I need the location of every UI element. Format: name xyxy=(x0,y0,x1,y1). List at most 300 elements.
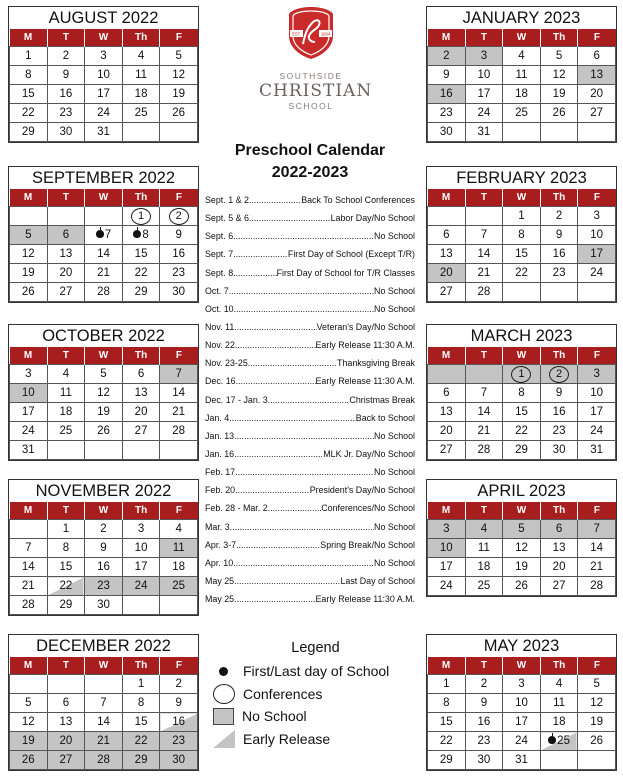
day-cell xyxy=(540,694,578,713)
day-number: 12 xyxy=(21,716,35,728)
month-grid xyxy=(427,189,616,302)
day-number: 23 xyxy=(59,107,73,119)
day-number: 15 xyxy=(515,406,528,418)
day-number: 30 xyxy=(172,754,186,766)
day-number: 23 xyxy=(97,580,110,592)
conference-circle: 1 xyxy=(511,366,531,383)
day-number: 19 xyxy=(21,735,35,747)
day-cell xyxy=(47,85,85,104)
day-cell xyxy=(540,422,578,441)
day-number: 16 xyxy=(59,88,73,100)
event-row xyxy=(205,520,415,538)
event-row xyxy=(205,501,415,519)
day-cell xyxy=(428,675,466,694)
day-cell xyxy=(122,245,160,264)
month-title: JANUARY 2023 xyxy=(462,9,581,27)
legend-label: First/Last day of School xyxy=(243,663,390,680)
day-number: 25 xyxy=(172,580,186,592)
event-name: No School xyxy=(374,303,415,314)
day-number: 1 xyxy=(518,210,525,222)
day-cell xyxy=(503,47,541,66)
day-number: 19 xyxy=(515,561,528,573)
calendar-oct xyxy=(8,324,199,461)
month-grid xyxy=(9,189,198,302)
day-number: 10 xyxy=(515,697,528,709)
day-cell xyxy=(428,207,466,226)
day-number: 14 xyxy=(97,716,110,728)
day-cell xyxy=(47,422,85,441)
day-number: 31 xyxy=(590,444,604,456)
month-title: OCTOBER 2022 xyxy=(42,327,165,345)
day-cell xyxy=(47,207,85,226)
day-number: 4 xyxy=(555,678,563,690)
day-cell xyxy=(428,104,466,123)
day-number: 27 xyxy=(59,286,73,298)
day-cell xyxy=(160,422,198,441)
day-cell xyxy=(428,283,466,302)
event-name: Veteran's Day/No School xyxy=(316,321,415,332)
day-cell xyxy=(540,365,578,384)
day-number: 26 xyxy=(21,754,35,766)
day-cell xyxy=(160,558,198,577)
day-cell xyxy=(465,123,503,142)
day-number: 16 xyxy=(552,406,566,418)
legend xyxy=(213,640,418,750)
month-title: SEPTEMBER 2022 xyxy=(31,169,176,187)
day-number: 8 xyxy=(518,387,525,399)
calendar-apr xyxy=(426,479,617,597)
day-cell xyxy=(428,226,466,245)
day-cell xyxy=(540,751,578,770)
day-cell xyxy=(465,85,503,104)
day-number: 30 xyxy=(97,599,110,611)
weekday-header: W xyxy=(85,189,123,207)
day-number: 26 xyxy=(552,107,566,119)
weekday-header: Th xyxy=(122,502,160,520)
weekday-header: T xyxy=(47,29,85,47)
weekday-header: Th xyxy=(540,347,578,365)
day-cell xyxy=(47,558,85,577)
day-number: 21 xyxy=(172,406,186,418)
day-number: 2 xyxy=(100,523,107,535)
month-grid xyxy=(427,29,616,142)
day-number: 6 xyxy=(555,523,563,535)
day-number: 27 xyxy=(59,754,73,766)
weekday-header: T xyxy=(47,657,85,675)
leader-dots xyxy=(229,284,374,302)
month-title: FEBRUARY 2023 xyxy=(456,169,587,187)
day-number: 11 xyxy=(515,69,528,81)
day-cell xyxy=(160,596,198,615)
day-cell xyxy=(540,577,578,596)
day-number: 20 xyxy=(134,406,148,418)
weekday-header: Th xyxy=(540,657,578,675)
day-cell xyxy=(85,558,123,577)
weekday-header: F xyxy=(160,502,198,520)
day-number: 3 xyxy=(480,50,488,62)
day-cell xyxy=(122,539,160,558)
weekday-header: F xyxy=(160,189,198,207)
day-number: 8 xyxy=(62,542,70,554)
day-cell xyxy=(85,85,123,104)
day-number: 20 xyxy=(59,267,73,279)
svg-text:EST.: EST. xyxy=(292,31,301,37)
day-number: 17 xyxy=(590,248,604,260)
day-number: 23 xyxy=(477,735,491,747)
day-cell xyxy=(122,384,160,403)
day-number: 22 xyxy=(515,267,528,279)
day-cell xyxy=(85,577,123,596)
day-cell xyxy=(465,675,503,694)
day-cell xyxy=(578,384,616,403)
day-number: 16 xyxy=(97,561,110,573)
title-line-2: 2022-2023 xyxy=(271,164,349,181)
day-cell xyxy=(578,245,616,264)
day-cell xyxy=(10,441,48,460)
weekday-header: W xyxy=(85,657,123,675)
event-row xyxy=(205,538,415,556)
day-cell xyxy=(47,104,85,123)
day-number: 6 xyxy=(443,229,450,241)
day-cell xyxy=(122,422,160,441)
day-cell xyxy=(122,264,160,283)
day-cell xyxy=(122,104,160,123)
day-number: 17 xyxy=(477,88,491,100)
day-cell xyxy=(540,47,578,66)
day-cell xyxy=(503,675,541,694)
day-cell xyxy=(428,384,466,403)
day-cell xyxy=(47,123,85,142)
day-number: 13 xyxy=(134,387,148,399)
leader-dots xyxy=(248,356,337,374)
day-number: 7 xyxy=(104,229,112,241)
day-cell xyxy=(503,66,541,85)
day-cell xyxy=(10,577,48,596)
event-row xyxy=(205,356,415,374)
day-number: 20 xyxy=(439,267,453,279)
day-cell xyxy=(428,66,466,85)
weekday-header: T xyxy=(465,189,503,207)
event-date: Apr. 3-7 xyxy=(205,539,237,550)
day-number: 5 xyxy=(593,678,600,690)
leader-dots xyxy=(234,574,340,592)
day-number: 12 xyxy=(172,69,186,81)
day-cell xyxy=(578,675,616,694)
day-number: 28 xyxy=(172,425,186,437)
day-cell xyxy=(578,751,616,770)
day-number: 26 xyxy=(21,286,35,298)
apple-icon xyxy=(133,230,141,238)
legend-item-no-school xyxy=(213,705,418,728)
conference-circle: 1 xyxy=(131,208,151,225)
month-grid xyxy=(427,657,616,770)
day-cell xyxy=(540,264,578,283)
event-row xyxy=(205,429,415,447)
event-date: May 25 xyxy=(205,594,235,605)
day-cell xyxy=(578,558,616,577)
leader-dots xyxy=(268,501,322,519)
day-cell xyxy=(503,85,541,104)
day-number: 7 xyxy=(480,387,488,399)
day-cell xyxy=(465,104,503,123)
day-cell xyxy=(160,85,198,104)
day-cell xyxy=(160,384,198,403)
day-number: 27 xyxy=(134,425,148,437)
day-cell xyxy=(428,558,466,577)
day-cell xyxy=(465,520,503,539)
day-number: 9 xyxy=(480,697,488,709)
day-number: 13 xyxy=(439,248,453,260)
day-cell xyxy=(503,520,541,539)
event-row xyxy=(205,266,415,284)
day-cell xyxy=(160,104,198,123)
day-number: 24 xyxy=(477,107,491,119)
day-number: 17 xyxy=(134,561,148,573)
day-number: 21 xyxy=(97,267,110,279)
day-cell xyxy=(85,732,123,751)
day-cell xyxy=(47,675,85,694)
day-cell xyxy=(47,384,85,403)
day-number: 6 xyxy=(443,387,450,399)
day-cell xyxy=(465,422,503,441)
day-cell xyxy=(122,675,160,694)
calendar-mar xyxy=(426,324,617,461)
event-name: Conferences/No School xyxy=(321,503,415,514)
day-number: 26 xyxy=(590,735,604,747)
event-name: Early Release 11:30 A.M. xyxy=(315,340,415,351)
day-cell xyxy=(85,539,123,558)
event-date: May 25 xyxy=(205,575,235,586)
shield-crest-icon xyxy=(287,6,335,60)
event-row xyxy=(205,411,415,429)
day-number: 1 xyxy=(137,678,145,690)
calendar-jan xyxy=(426,6,617,143)
day-cell xyxy=(160,123,198,142)
day-cell xyxy=(160,732,198,751)
day-cell xyxy=(428,422,466,441)
day-cell xyxy=(428,539,466,558)
day-cell xyxy=(578,732,616,751)
day-number: 9 xyxy=(100,542,107,554)
event-name: Early Release 11:30 A.M. xyxy=(315,376,415,387)
leader-dots xyxy=(235,338,316,356)
event-row xyxy=(205,447,415,465)
weekday-header: F xyxy=(578,189,616,207)
day-number: 26 xyxy=(515,580,528,592)
event-name: Thanksgiving Break xyxy=(337,358,415,369)
day-cell xyxy=(122,694,160,713)
day-number: 23 xyxy=(552,267,566,279)
day-cell xyxy=(578,441,616,460)
event-row xyxy=(205,556,415,574)
day-number: 6 xyxy=(62,229,70,241)
day-cell xyxy=(47,283,85,302)
day-number: 25 xyxy=(59,425,73,437)
weekday-header: T xyxy=(47,502,85,520)
event-name: No School xyxy=(374,521,415,532)
day-cell xyxy=(503,104,541,123)
day-cell xyxy=(540,675,578,694)
day-cell xyxy=(465,694,503,713)
day-cell xyxy=(160,245,198,264)
day-number: 19 xyxy=(552,88,566,100)
day-number: 12 xyxy=(552,69,566,81)
day-number: 12 xyxy=(515,542,528,554)
day-cell xyxy=(47,694,85,713)
day-number: 30 xyxy=(552,444,566,456)
day-cell xyxy=(122,226,160,245)
event-name: No School xyxy=(374,557,415,568)
day-number: 17 xyxy=(590,406,604,418)
day-number: 16 xyxy=(172,248,186,260)
day-cell xyxy=(85,104,123,123)
day-cell xyxy=(10,226,48,245)
day-number: 2 xyxy=(555,210,563,222)
day-number: 21 xyxy=(477,425,491,437)
day-cell xyxy=(503,422,541,441)
month-grid xyxy=(9,29,198,142)
day-number: 18 xyxy=(552,716,566,728)
event-date: Nov. 23-25 xyxy=(205,358,248,369)
day-cell xyxy=(10,264,48,283)
weekday-header: M xyxy=(428,189,466,207)
weekday-header: W xyxy=(85,29,123,47)
day-number: 23 xyxy=(439,107,453,119)
leader-dots xyxy=(235,465,374,483)
weekday-header: T xyxy=(465,29,503,47)
event-row xyxy=(205,393,415,411)
day-number: 5 xyxy=(100,368,107,380)
logo-line-3: SCHOOL xyxy=(288,101,334,111)
day-cell xyxy=(85,207,123,226)
calendar-may xyxy=(426,634,617,771)
calendar-sep xyxy=(8,166,199,303)
day-cell xyxy=(10,694,48,713)
event-row xyxy=(205,465,415,483)
weekday-header: M xyxy=(428,29,466,47)
day-number: 14 xyxy=(477,406,491,418)
day-cell xyxy=(465,558,503,577)
apple-icon xyxy=(548,736,556,744)
day-cell xyxy=(10,422,48,441)
leader-dots xyxy=(249,211,331,229)
day-number: 24 xyxy=(515,735,528,747)
day-cell xyxy=(122,558,160,577)
day-cell xyxy=(503,441,541,460)
day-number: 25 xyxy=(557,735,570,747)
day-number: 30 xyxy=(439,126,453,138)
day-number: 12 xyxy=(590,697,604,709)
event-name: Early Release 11:30 A.M. xyxy=(315,594,415,605)
event-name: President's Day/No School xyxy=(309,485,415,496)
day-number: 21 xyxy=(97,735,110,747)
day-number: 31 xyxy=(97,126,110,138)
day-number: 15 xyxy=(134,716,148,728)
day-cell xyxy=(540,713,578,732)
event-date: Oct. 10 xyxy=(205,303,234,314)
leader-dots xyxy=(234,447,323,465)
day-number: 19 xyxy=(172,88,186,100)
weekday-header: M xyxy=(10,189,48,207)
day-cell xyxy=(540,66,578,85)
day-cell xyxy=(578,207,616,226)
day-cell xyxy=(578,694,616,713)
weekday-header: W xyxy=(503,502,541,520)
day-cell xyxy=(465,226,503,245)
event-row xyxy=(205,229,415,247)
month-grid xyxy=(9,347,198,460)
day-cell xyxy=(85,422,123,441)
day-number: 8 xyxy=(443,697,450,709)
day-number: 5 xyxy=(25,697,32,709)
weekday-header: M xyxy=(428,502,466,520)
day-number: 8 xyxy=(518,229,525,241)
weekday-header: Th xyxy=(122,189,160,207)
day-cell xyxy=(160,47,198,66)
conference-circle: 2 xyxy=(549,366,569,383)
day-cell xyxy=(578,104,616,123)
day-number: 11 xyxy=(172,542,185,554)
day-number: 23 xyxy=(552,425,566,437)
day-number: 22 xyxy=(439,735,453,747)
day-number: 8 xyxy=(142,229,149,241)
event-row xyxy=(205,320,415,338)
day-cell xyxy=(47,751,85,770)
day-cell xyxy=(578,365,616,384)
day-number: 6 xyxy=(62,697,70,709)
event-name: First Day of School (Except T/R) xyxy=(287,249,415,260)
weekday-header: Th xyxy=(540,189,578,207)
event-date: Jan. 4 xyxy=(205,412,230,423)
leader-dots xyxy=(236,374,316,392)
triangle-icon xyxy=(213,730,235,748)
day-cell xyxy=(85,283,123,302)
day-number: 18 xyxy=(134,88,148,100)
day-cell xyxy=(122,207,160,226)
day-number: 15 xyxy=(21,88,35,100)
weekday-header: W xyxy=(503,29,541,47)
day-number: 28 xyxy=(97,754,110,766)
day-cell xyxy=(122,577,160,596)
month-grid xyxy=(427,347,616,460)
event-row xyxy=(205,302,415,320)
month-title: APRIL 2023 xyxy=(477,482,566,500)
day-number: 3 xyxy=(518,678,525,690)
month-grid xyxy=(9,502,198,615)
day-number: 28 xyxy=(21,599,35,611)
day-cell xyxy=(47,596,85,615)
day-cell xyxy=(85,226,123,245)
leader-dots xyxy=(233,229,374,247)
event-date: Dec. 16 xyxy=(205,376,236,387)
weekday-header: F xyxy=(160,657,198,675)
weekday-header: Th xyxy=(540,502,578,520)
day-cell xyxy=(540,520,578,539)
day-number: 22 xyxy=(21,107,35,119)
day-cell xyxy=(578,577,616,596)
day-cell xyxy=(85,520,123,539)
day-number: 2 xyxy=(480,678,488,690)
day-number: 29 xyxy=(21,126,35,138)
day-cell xyxy=(122,751,160,770)
day-cell xyxy=(465,264,503,283)
day-cell xyxy=(465,384,503,403)
event-date: Jan. 13 xyxy=(205,430,235,441)
day-number: 24 xyxy=(590,425,604,437)
day-number: 31 xyxy=(21,444,35,456)
day-cell xyxy=(160,365,198,384)
event-row xyxy=(205,338,415,356)
